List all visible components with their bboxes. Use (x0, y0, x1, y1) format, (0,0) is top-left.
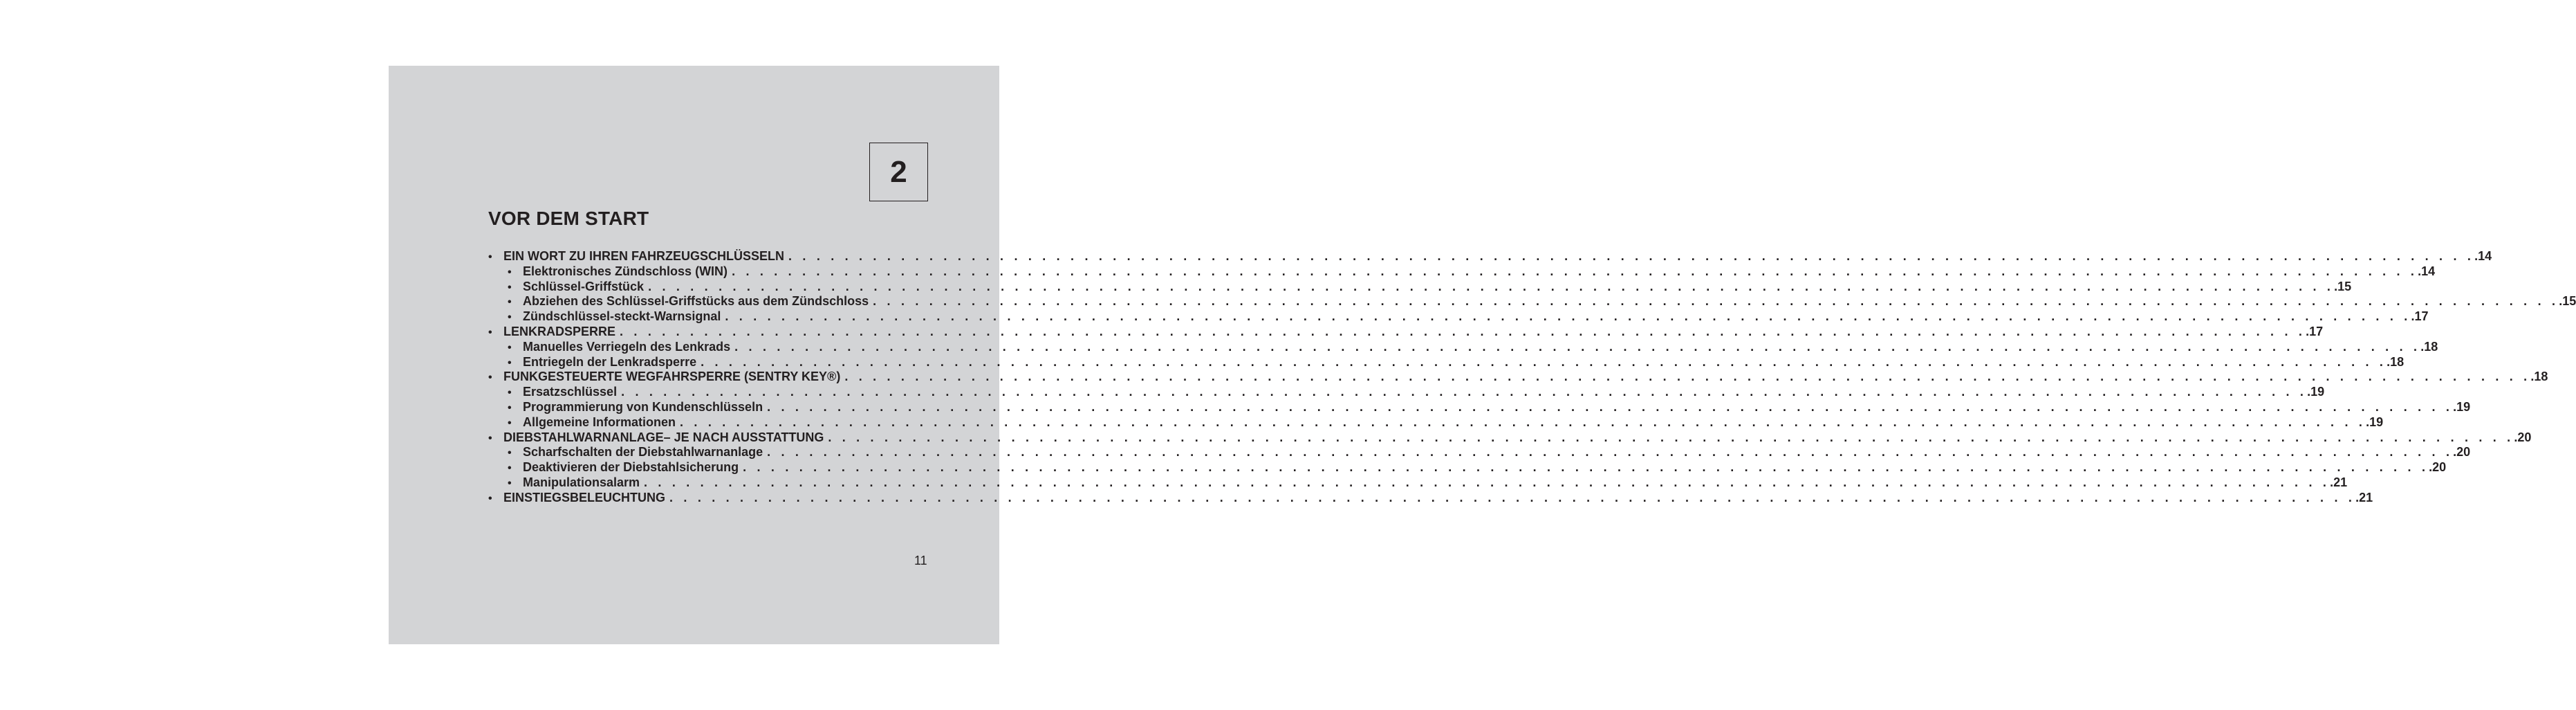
toc-entry-page: .18 (2530, 370, 2548, 384)
bullet-icon: • (508, 311, 512, 324)
bullet-icon: • (488, 372, 492, 384)
dot-leader: . . . . . . . . . . . . . . . . . . . . . . . . . . . . . . . . . . . . . . . . . . . . . . . . . . . . . . . . . . . . . . . . . . . . . . . . . . . . . . . . . . . . . . . . . . . . . . . . . . . . . . . . . . . . . . . . . . . . . . . . (788, 249, 2475, 263)
toc-entry-page: .21 (2330, 475, 2348, 489)
toc-entry-page: .20 (2514, 430, 2532, 444)
bullet-icon: • (508, 447, 512, 459)
toc-entry-page: .15 (2334, 279, 2352, 293)
toc-entry-page: .19 (2366, 415, 2384, 429)
dot-leader: . . . . . . . . . . . . . . . . . . . . . . . . . . . . . . . . . . . . . . . . . . . . . . . . . . . . . . . . . . . . . . . . . . . . . . . . . . . . . . . . . . . . . . . . . . . . . . . . . . . . . . . . . . . . . . . . . . . . . . . . (701, 354, 2387, 369)
toc-entry-label: Manuelles Verriegeln des Lenkrads (523, 339, 731, 354)
toc-entry[interactable] (488, 445, 2471, 460)
toc-entry-label: Ersatzschlüssel (523, 385, 618, 399)
bullet-icon: • (508, 417, 512, 429)
dot-leader: . . . . . . . . . . . . . . . . . . . . . . . . . . . . . . . . . . . . . . . . . . . . . . . . . . . . . . . . . . . . . . . . . . . . . . . . . . . . . . . . . . . . . . . . . . . . . . . . . . . . . . . . . . . . . . . . . . . . . . . . (767, 399, 2454, 414)
dot-leader: . . . . . . . . . . . . . . . . . . . . . . . . . . . . . . . . . . . . . . . . . . . . . . . . . . . . . . . . . . . . . . . . . . . . . . . . . . . . . . . . . . . . . . . . . . . . . . . . . . . . . . . . . . . . . . . . . . . . . . . . (743, 460, 2429, 475)
dot-leader: . . . . . . . . . . . . . . . . . . . . . . . . . . . . . . . . . . . . . . . . . . . . . . . . . . . . . . . . . . . . . . . . . . . . . . . . . . . . . . . . . . . . . . . . . . . . . . . . . . . . . . . . . . . . . . . . . . . . . . . . (644, 475, 2331, 489)
toc-entry[interactable] (488, 385, 2325, 400)
chapter-number-box (869, 143, 928, 201)
bullet-icon: • (508, 477, 512, 489)
toc-entry-label: Elektronisches Zündschloss (WIN) (523, 264, 728, 278)
toc-entry-page: .18 (2420, 339, 2438, 354)
bullet-icon: • (508, 401, 512, 414)
bullet-icon: • (508, 341, 512, 354)
chapter-title: VOR DEM START (488, 208, 649, 229)
toc-entry[interactable] (488, 264, 2436, 280)
table-of-contents (488, 249, 2576, 506)
toc-entry-label: Programmierung von Kundenschlüsseln (523, 399, 763, 414)
dot-leader: . . . . . . . . . . . . . . . . . . . . . . . . . . . . . . . . . . . . . . . . . . . . . . . . . . . . . . . . . . . . . . . . . . . . . . . . . . . . . . . . . . . . . . . . . . . . . . . . . . . . . . . . . . . . . . . . . . . . . . . . (648, 279, 2335, 293)
dot-leader: . . . . . . . . . . . . . . . . . . . . . . . . . . . . . . . . . . . . . . . . . . . . . . . . . . . . . . . . . . . . . . . . . . . . . . . . . . . . . . . . . . . . . . . . . . . . . . . . . . . . . . . . . . . . . . . . . . . . . . . . (620, 324, 2306, 338)
toc-entry[interactable] (488, 399, 2471, 415)
toc-entry[interactable] (488, 370, 2548, 385)
chapter-number: 2 (890, 154, 907, 189)
toc-entry[interactable] (488, 354, 2404, 370)
toc-entry-label: EIN WORT ZU IHREN FAHRZEUGSCHLÜSSELN (503, 249, 785, 263)
bullet-icon: • (488, 492, 492, 504)
dot-leader: . . . . . . . . . . . . . . . . . . . . . . . . . . . . . . . . . . . . . . . . . . . . . . . . . . . . . . . . . . . . . . . . . . . . . . . . . . . . . . . . . . . . . . . . . . . . . . . . . . . . . . . . . . . . . . . . . . . . . . . . (725, 309, 2411, 324)
toc-entry-page: .20 (2429, 460, 2447, 475)
toc-entry-page: .17 (2411, 309, 2429, 324)
toc-entry-label: FUNKGESTEUERTE WEGFAHRSPERRE (SENTRY KEY®) (503, 370, 841, 384)
toc-entry[interactable] (488, 475, 2348, 491)
bullet-icon: • (488, 432, 492, 444)
toc-entry-page: .20 (2453, 445, 2471, 459)
toc-entry-page: .15 (2559, 294, 2576, 309)
toc-entry[interactable] (488, 430, 2532, 446)
dot-leader: . . . . . . . . . . . . . . . . . . . . . . . . . . . . . . . . . . . . . . . . . . . . . . . . . . . . . . . . . . . . . . . . . . . . . . . . . . . . . . . . . . . . . . . . . . . . . . . . . . . . . . . . . . . . . . . . . . . . . . . . (734, 339, 2421, 354)
toc-entry[interactable] (488, 309, 2429, 325)
dot-leader: . . . . . . . . . . . . . . . . . . . . . . . . . . . . . . . . . . . . . . . . . . . . . . . . . . . . . . . . . . . . . . . . . . . . . . . . . . . . . . . . . . . . . . . . . . . . . . . . . . . . . . . . . . . . . . . . . . . . . . . . (828, 430, 2514, 444)
chapter-panel (389, 66, 2576, 644)
toc-entry-label: Scharfschalten der Diebstahlwarnanlage (523, 445, 763, 459)
bullet-icon: • (488, 251, 492, 263)
toc-entry-label: Manipulationsalarm (523, 475, 640, 489)
bullet-icon: • (508, 387, 512, 399)
bullet-icon: • (508, 462, 512, 475)
toc-entry-label: DIEBSTAHLWARNANLAGE– JE NACH AUSSTATTUNG (503, 430, 824, 444)
toc-entry-label: LENKRADSPERRE (503, 324, 616, 338)
dot-leader: . . . . . . . . . . . . . . . . . . . . . . . . . . . . . . . . . . . . . . . . . . . . . . . . . . . . . . . . . . . . . . . . . . . . . . . . . . . . . . . . . . . . . . . . . . . . . . . . . . . . . . . . . . . . . . . . . . . . . . . . (621, 385, 2308, 399)
bullet-icon: • (508, 356, 512, 369)
toc-entry-page: .19 (2453, 399, 2471, 414)
toc-entry-label: EINSTIEGSBELEUCHTUNG (503, 490, 666, 504)
toc-entry[interactable] (488, 279, 2352, 295)
toc-entry-page: .14 (2418, 264, 2436, 278)
toc-entry[interactable] (488, 249, 2492, 264)
bullet-icon: • (508, 281, 512, 293)
dot-leader: . . . . . . . . . . . . . . . . . . . . . . . . . . . . . . . . . . . . . . . . . . . . . . . . . . . . . . . . . . . . . . . . . . . . . . . . . . . . . . . . . . . . . . . . . . . . . . . . . . . . . . . . . . . . . . . . . . . . . . . . (680, 415, 2366, 429)
bullet-icon: • (488, 326, 492, 338)
toc-entry-label: Schlüssel-Griffstück (523, 279, 645, 293)
toc-entry-page: .19 (2307, 385, 2325, 399)
toc-entry[interactable] (488, 339, 2438, 355)
dot-leader: . . . . . . . . . . . . . . . . . . . . . . . . . . . . . . . . . . . . . . . . . . . . . . . . . . . . . . . . . . . . . . . . . . . . . . . . . . . . . . . . . . . . . . . . . . . . . . . . . . . . . . . . . . . . . . . . . . . . . . . . (732, 264, 2418, 278)
toc-entry[interactable] (488, 324, 2324, 340)
toc-entry-page: .18 (2387, 354, 2404, 369)
dot-leader: . . . . . . . . . . . . . . . . . . . . . . . . . . . . . . . . . . . . . . . . . . . . . . . . . . . . . . . . . . . . . . . . . . . . . . . . . . . . . . . . . . . . . . . . . . . . . . . . . . . . . . . . . . . . . . . . . . . . . . . . (844, 370, 2531, 384)
toc-entry-label: Allgemeine Informationen (523, 415, 676, 429)
bullet-icon: • (508, 266, 512, 278)
toc-entry-label: Deaktivieren der Diebstahlsicherung (523, 460, 739, 475)
toc-entry-page: .14 (2474, 249, 2492, 263)
toc-entry-label: Abziehen des Schlüssel-Griffstücks aus dem Zündschloss (523, 294, 869, 309)
dot-leader: . . . . . . . . . . . . . . . . . . . . . . . . . . . . . . . . . . . . . . . . . . . . . . . . . . . . . . . . . . . . . . . . . . . . . . . . . . . . . . . . . . . . . . . . . . . . . . . . . . . . . . . . . . . . . . . . . . . . . . . . (767, 445, 2454, 459)
toc-entry-page: .21 (2355, 490, 2373, 504)
toc-entry[interactable] (488, 415, 2384, 430)
toc-entry[interactable] (488, 490, 2373, 506)
toc-entry-label: Entriegeln der Lenkradsperre (523, 354, 697, 369)
toc-entry-page: .17 (2306, 324, 2324, 338)
toc-entry[interactable] (488, 460, 2447, 475)
dot-leader: . . . . . . . . . . . . . . . . . . . . . . . . . . . . . . . . . . . . . . . . . . . . . . . . . . . . . . . . . . . . . . . . . . . . . . . . . . . . . . . . . . . . . . . . . . . . . . . . . . . . . . . . . . . . . . . . . . . . . . . . (873, 294, 2559, 309)
bullet-icon: • (508, 296, 512, 309)
toc-entry[interactable] (488, 294, 2576, 309)
dot-leader: . . . . . . . . . . . . . . . . . . . . . . . . . . . . . . . . . . . . . . . . . . . . . . . . . . . . . . . . . . . . . . . . . . . . . . . . . . . . . . . . . . . . . . . . . . . . . . . . . . . . . . . . . . . . . . . . . . . . . . . . (669, 490, 2356, 504)
toc-entry-label: Zündschlüssel-steckt-Warnsignal (523, 309, 721, 324)
page-number: 11 (914, 554, 927, 567)
